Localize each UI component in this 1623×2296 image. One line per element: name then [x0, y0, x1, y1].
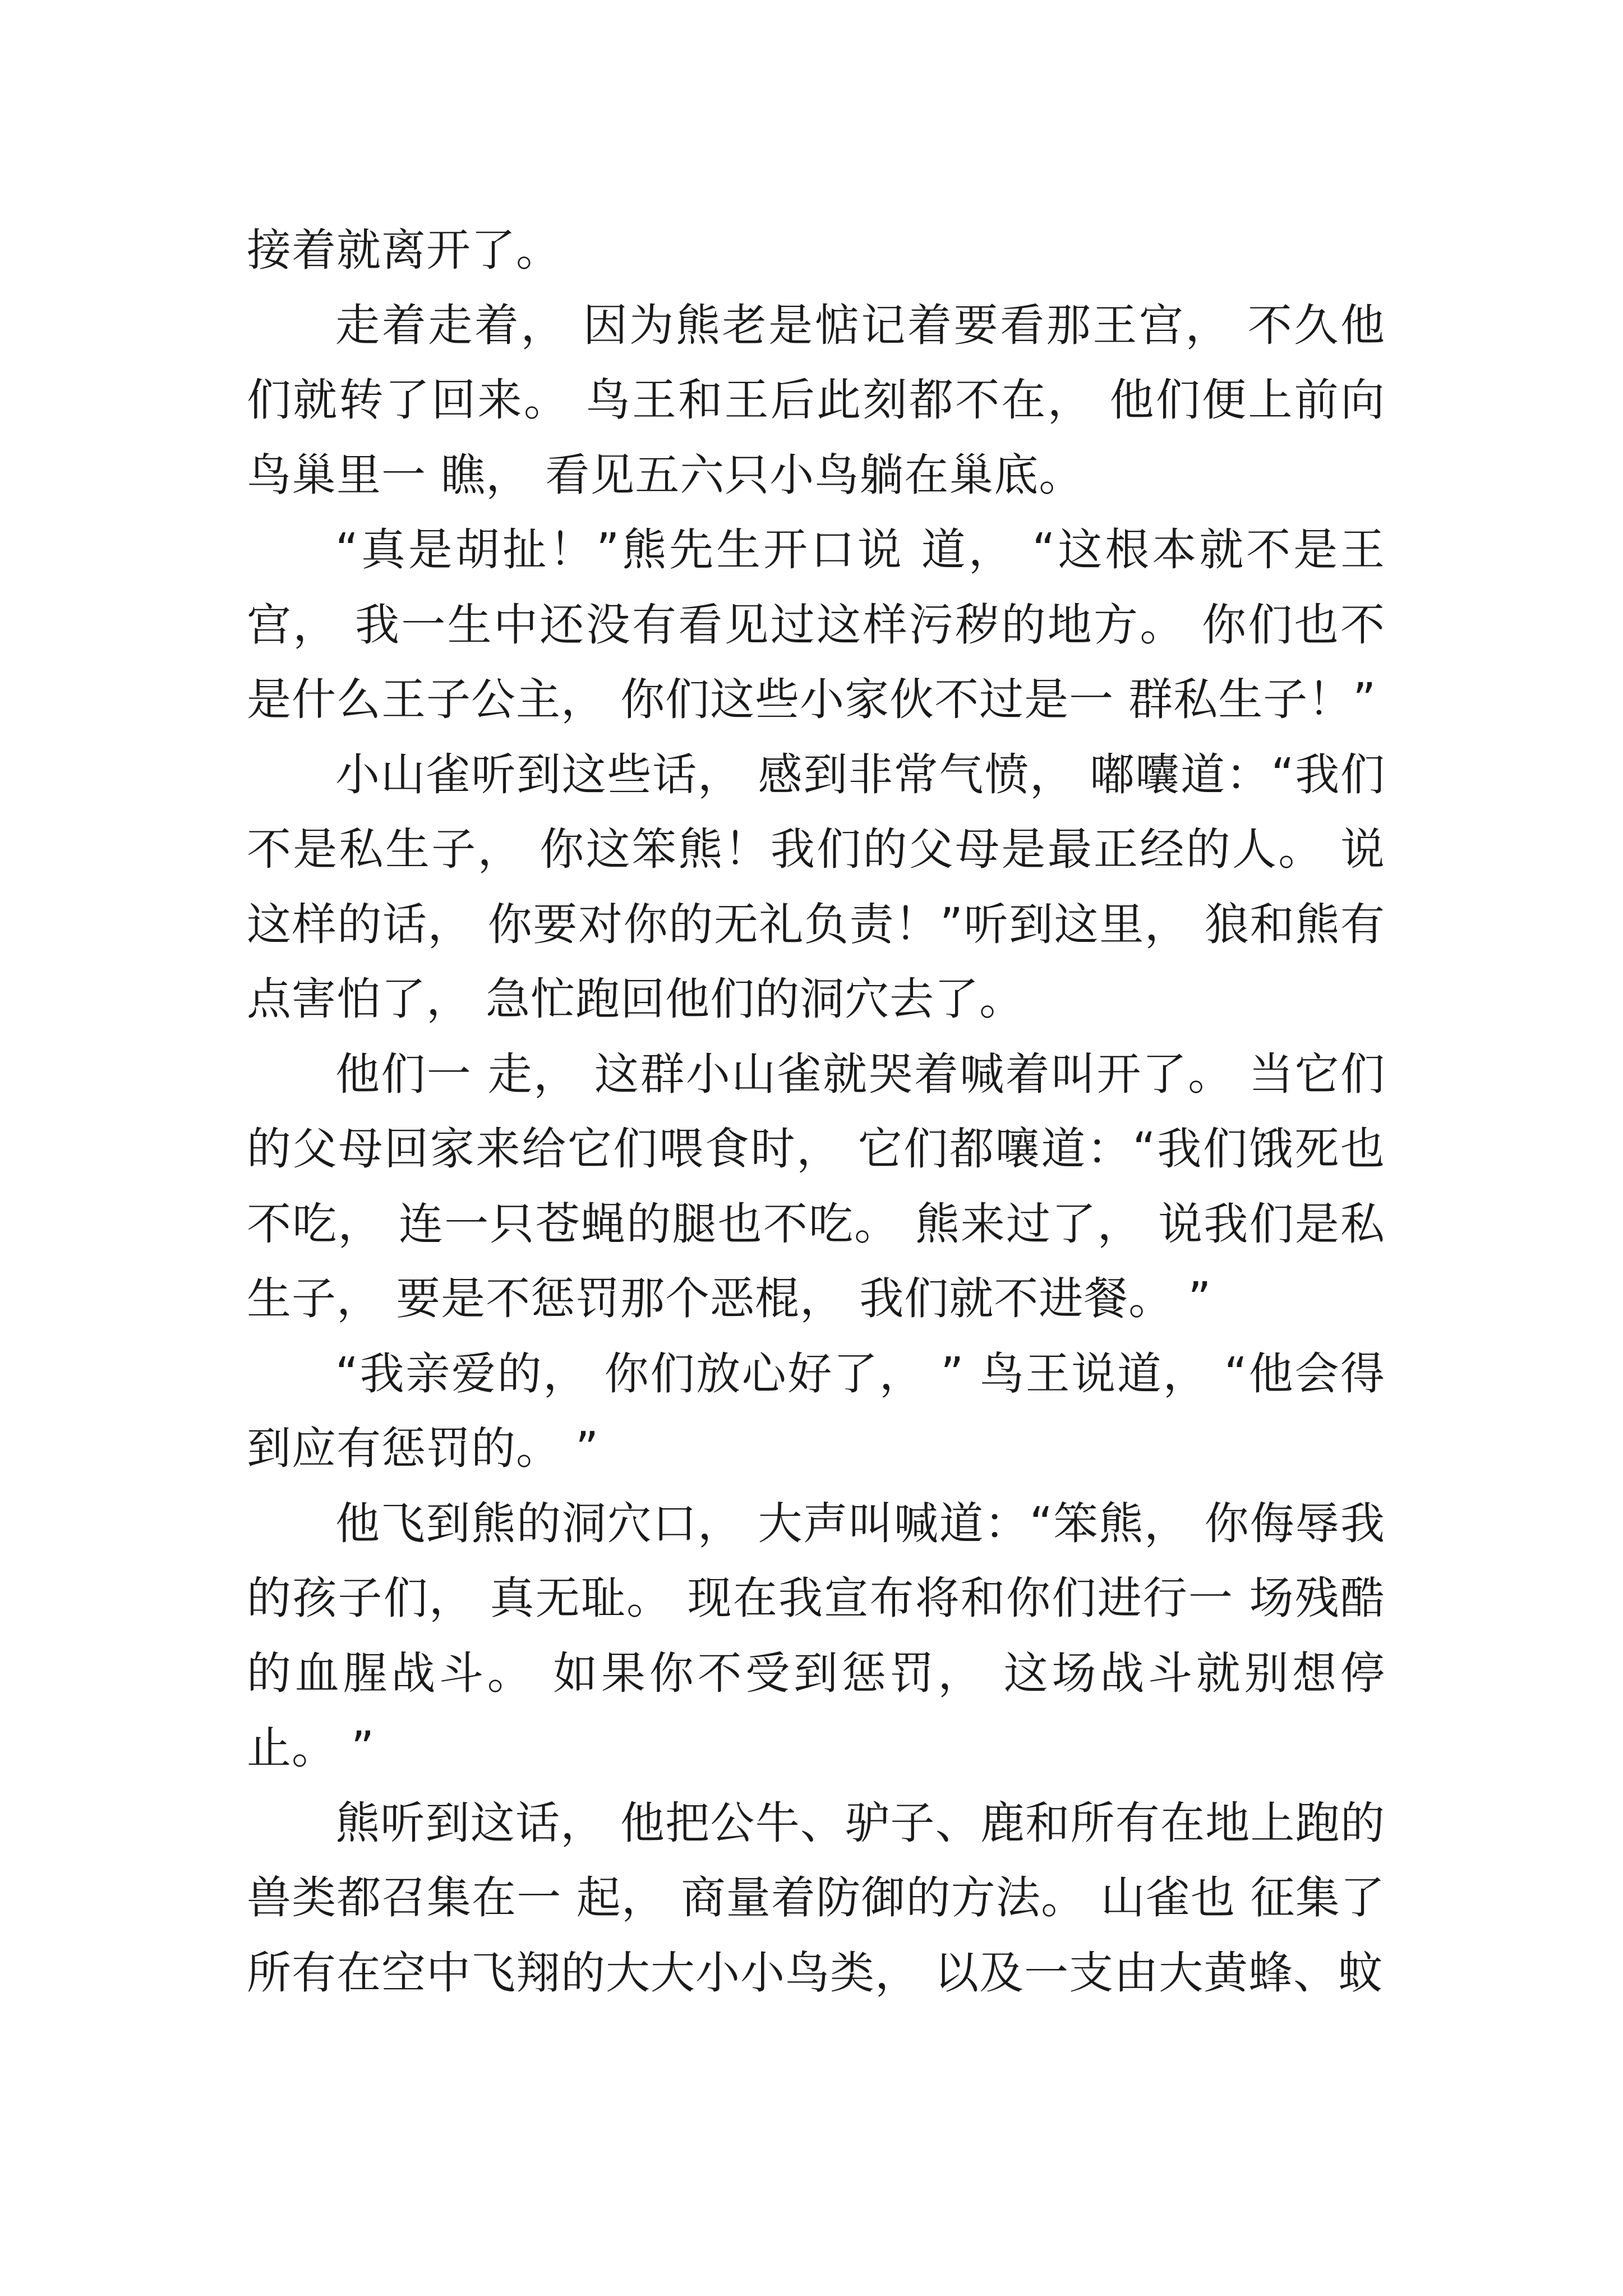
paragraph: 他们一 走， 这群小山雀就哭着喊着叫开了。 当它们的父母回家来给它们喂食时， 它们都嚷道：“我们饿死也不吃， 连一只苍蝇的腿也不吃。 熊来过了， 说我们是私生子， 要是不惩罚那个恶棍， 我们就不进餐。 ”: [247, 1048, 1385, 1324]
paragraph: 走着走着， 因为熊老是惦记着要看那王宫， 不久他们就转了回来。 鸟王和王后此刻都不在， 他们便上前向鸟巢里一 瞧， 看见五六只小鸟躺在巢底。: [247, 299, 1385, 501]
body-text: [247, 213, 1385, 2010]
paragraph: “真是胡扯！”熊先生开口说 道， “这根本就不是王宫， 我一生中还没有看见过这样污秽的地方。 你们也不是什么王子公主， 你们这些小家伙不过是一 群私生子！”: [247, 524, 1385, 725]
paragraph: 小山雀听到这些话， 感到非常气愤， 嘟囔道：“我们不是私生子， 你这笨熊！我们的父母是最正经的人。 说这样的话， 你要对你的无礼负责！”听到这里， 狼和熊有点害怕了， 急忙跑回他们的洞穴去了。: [247, 748, 1385, 1025]
paragraph: 他飞到熊的洞穴口， 大声叫喊道：“笨熊， 你侮辱我的孩子们， 真无耻。 现在我宣布将和你们进行一 场残酷的血腥战斗。 如果你不受到惩罚， 这场战斗就别想停止。 ”: [247, 1497, 1385, 1774]
paragraph: “我亲爱的， 你们放心好了， ” 鸟王说道， “他会得到应有惩罚的。 ”: [247, 1347, 1385, 1474]
paragraph: 熊听到这话， 他把公牛、驴子、鹿和所有在地上跑的兽类都召集在一 起， 商量着防御的方法。 山雀也 征集了所有在空中飞翔的大大小小鸟类， 以及一支由大黄蜂、蚊: [247, 1797, 1385, 1999]
paragraph: 接着就离开了。: [247, 224, 561, 276]
